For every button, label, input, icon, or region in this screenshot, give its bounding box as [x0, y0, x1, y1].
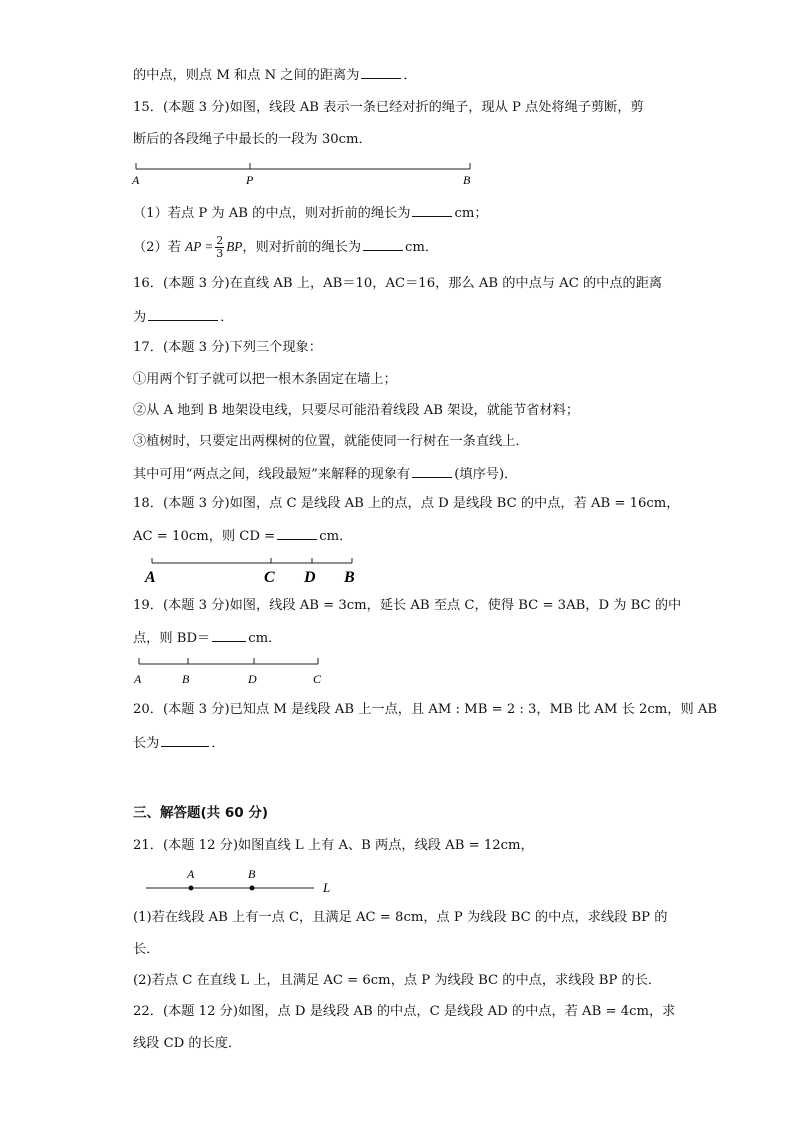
label-a: A	[132, 173, 140, 187]
label-d: D	[248, 672, 257, 686]
q16-line1: 16．(本题 3 分)在直线 AB 上，AB＝10，AC＝16，那么 AB 的中点与 AC 的中点的距离	[133, 276, 663, 291]
q15-sub2-pre: （2）若	[133, 240, 181, 255]
label-b: B	[344, 569, 355, 586]
q18-figure	[140, 555, 370, 587]
q15-sub2	[133, 235, 438, 260]
q21-part2: (2)若点 C 在直线 L 上，且满足 AC = 6cm，点 P 为线段 BC 的中点，求线段 BP 的长．	[133, 973, 662, 988]
q22-line2: 线段 CD 的长度．	[133, 1036, 242, 1051]
label-p: P	[246, 173, 254, 187]
q22-line1: 22．(本题 12 分)如图，点 D 是线段 AB 的中点，C 是线段 AD 的中点，若 AB = 4cm，求	[133, 1004, 676, 1019]
q15-sub1-text: （1）若点 P 为 AB 的中点，则对折前的绳长为	[133, 206, 411, 221]
q19-figure	[132, 652, 332, 688]
label-l: L	[323, 880, 331, 894]
answer-blank[interactable]	[277, 525, 317, 540]
q17-item2: ②从 A 地到 B 地架设电线，只要尽可能沿着线段 AB 架设，就能节省材料；	[133, 403, 580, 418]
q15-sub2-rhs: BP	[226, 239, 243, 254]
fraction-numerator: 2	[216, 234, 224, 247]
q15-line2: 断后的各段绳子中最长的一段为 30cm．	[133, 132, 372, 147]
answer-blank[interactable]	[212, 627, 246, 642]
q15-sub2-mid: ，则对折前的绳长为	[242, 240, 362, 255]
label-b: B	[248, 867, 256, 881]
q19-line2	[133, 627, 281, 649]
q16-line2	[133, 306, 233, 328]
q15-sub2-unit: cm．	[405, 240, 439, 255]
q15-sub2-lhs: AP =	[185, 239, 214, 254]
answer-blank[interactable]	[161, 732, 209, 747]
q16-pre: 为	[133, 310, 147, 325]
fraction-denominator: 3	[216, 247, 224, 260]
label-b: B	[182, 672, 190, 686]
label-d: D	[304, 569, 316, 586]
answer-blank[interactable]	[412, 202, 452, 217]
q17-item1: ①用两个钉子就可以把一根木条固定在墙上；	[133, 372, 397, 387]
q15-sub1	[133, 202, 488, 224]
q19-pre: 点，则 BD＝	[133, 631, 211, 646]
answer-blank[interactable]	[412, 463, 452, 478]
q20-line1: 20．(本题 3 分)已知点 M 是线段 AB 上一点，且 AM : MB = 2 : 3，MB 比 AM 长 2cm，则 AB	[133, 702, 718, 717]
q20-post: ．	[211, 736, 225, 751]
point-b	[250, 886, 255, 891]
q15-sub1-unit: cm；	[454, 206, 488, 221]
q19-post: cm．	[248, 631, 282, 646]
answer-blank[interactable]	[148, 306, 218, 321]
q17-last-note: (填序号)．	[454, 467, 518, 482]
label-a: A	[134, 672, 142, 686]
label-a: A	[145, 569, 156, 586]
q14-tail	[133, 64, 417, 86]
answer-blank[interactable]	[363, 236, 403, 251]
q17-line1: 17．(本题 3 分)下列三个现象：	[133, 340, 322, 355]
q21-figure	[140, 864, 340, 894]
q20-pre: 长为	[133, 736, 160, 751]
q20-line2	[133, 732, 225, 754]
q18-line1: 18．(本题 3 分)如图，点 C 是线段 AB 上的点，点 D 是线段 BC 的中点，若 AB = 16cm，	[133, 496, 680, 511]
q15-line1: 15．(本题 3 分)如图，线段 AB 表示一条已经对折的绳子，现从 P 点处将绳子剪断，剪	[133, 100, 644, 115]
fraction-2-3	[215, 235, 224, 260]
q17-last-text: 其中可用“两点之间，线段最短”来解释的现象有	[133, 467, 411, 482]
q17-last	[133, 463, 517, 485]
q15-figure	[130, 155, 480, 191]
label-c: C	[313, 672, 322, 686]
q18-line2	[133, 525, 352, 547]
q21-part1a: (1)若在线段 AB 上有一点 C，且满足 AC = 8cm，点 P 为线段 BC 的中点，求线段 BP 的	[133, 910, 668, 925]
q18-post: cm．	[319, 529, 353, 544]
answer-blank[interactable]	[361, 64, 401, 79]
q14-end: ．	[403, 68, 417, 83]
label-a: A	[187, 867, 195, 881]
label-b: B	[463, 173, 471, 187]
q17-item3: ③植树时，只要定出两棵树的位置，就能使同一行树在一条直线上．	[133, 434, 529, 449]
q19-line1: 19．(本题 3 分)如图，线段 AB = 3cm，延长 AB 至点 C，使得 BC = 3AB，D 为 BC 的中	[133, 598, 682, 613]
q16-post: ．	[220, 310, 234, 325]
point-a	[189, 886, 194, 891]
label-c: C	[264, 569, 275, 586]
q21-part1b: 长．	[133, 942, 160, 957]
q21-line1: 21．(本题 12 分)如图直线 L 上有 A、B 两点，线段 AB = 12cm，	[133, 838, 534, 853]
section-title: 三、解答题(共 60 分)	[133, 805, 269, 821]
q14-text: 的中点，则点 M 和点 N 之间的距离为	[133, 68, 360, 83]
q18-pre: AC = 10cm，则 CD =	[133, 529, 276, 544]
